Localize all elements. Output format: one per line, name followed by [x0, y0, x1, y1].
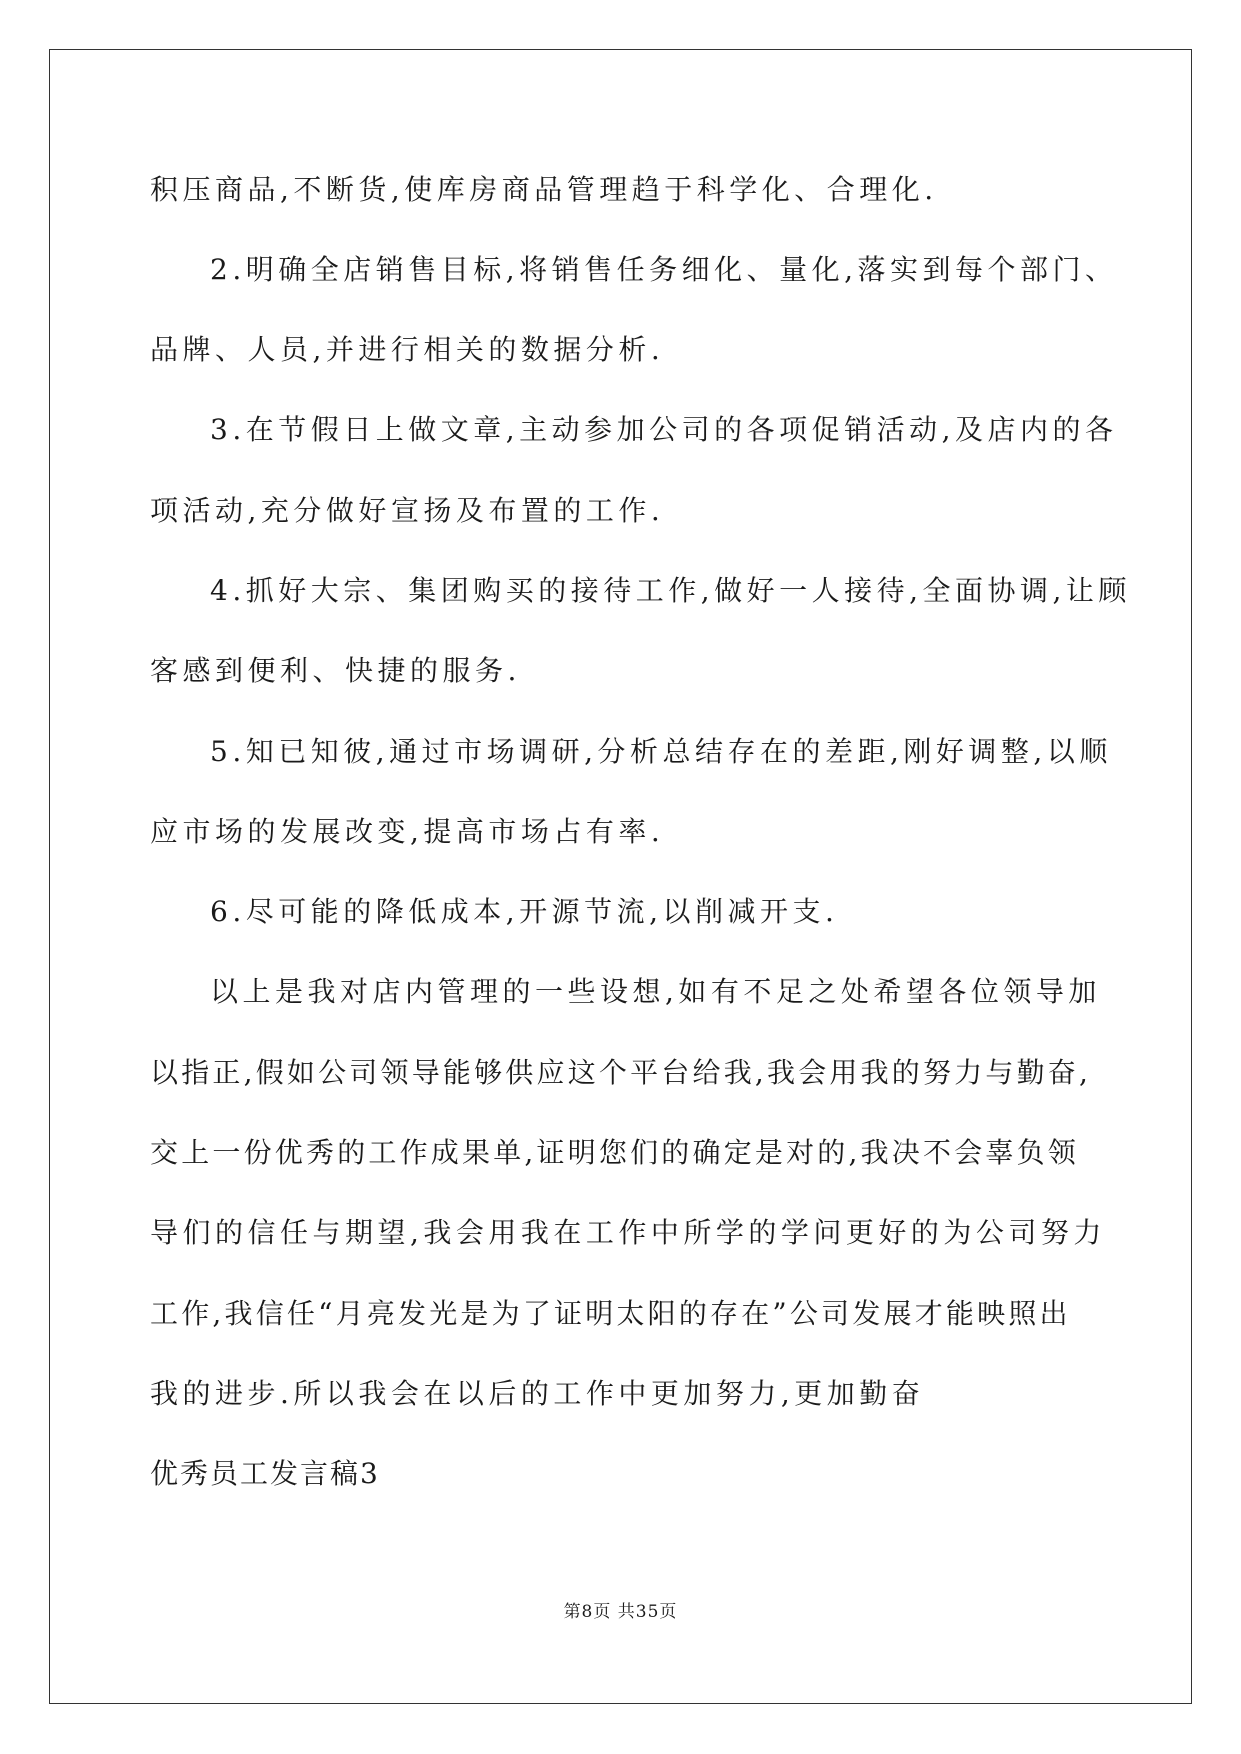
- page-number-footer: 第8页 共35页: [563, 1602, 678, 1622]
- body-line: 以指正,假如公司领导能够供应这个平台给我,我会用我的努力与勤奋,: [150, 1056, 1092, 1089]
- body-line: 6.尽可能的降低成本,开源节流,以削减开支.: [210, 895, 839, 928]
- body-line: 4.抓好大宗、集团购买的接待工作,做好一人接待,全面协调,让顾: [210, 574, 1131, 607]
- body-line: 交上一份优秀的工作成果单,证明您们的确定是对的,我决不会辜负领: [150, 1136, 1080, 1169]
- body-line: 3.在节假日上做文章,主动参加公司的各项促销活动,及店内的各: [210, 413, 1118, 446]
- body-line: 品牌、人员,并进行相关的数据分析.: [150, 333, 665, 366]
- body-line: 应市场的发展改变,提高市场占有率.: [150, 815, 665, 848]
- body-line: 以上是我对店内管理的一些设想,如有不足之处希望各位领导加: [210, 975, 1101, 1008]
- body-line: 我的进步.所以我会在以后的工作中更加努力,更加勤奋: [150, 1377, 925, 1410]
- body-line: 2.明确全店销售目标,将销售任务细化、量化,落实到每个部门、: [210, 253, 1118, 286]
- body-line: 客感到便利、快捷的服务.: [150, 654, 521, 687]
- body-line: 工作,我信任“月亮发光是为了证明太阳的存在”公司发展才能映照出: [150, 1297, 1071, 1330]
- body-line: 5.知已知彼,通过市场调研,分析总结存在的差距,刚好调整,以顺: [210, 735, 1112, 768]
- body-line: 积压商品,不断货,使库房商品管理趋于科学化、合理化.: [150, 173, 938, 206]
- body-line: 项活动,充分做好宣扬及布置的工作.: [150, 494, 665, 527]
- body-line: 导们的信任与期望,我会用我在工作中所学的学问更好的为公司努力: [150, 1216, 1106, 1249]
- section-title: 优秀员工发言稿3: [150, 1457, 380, 1490]
